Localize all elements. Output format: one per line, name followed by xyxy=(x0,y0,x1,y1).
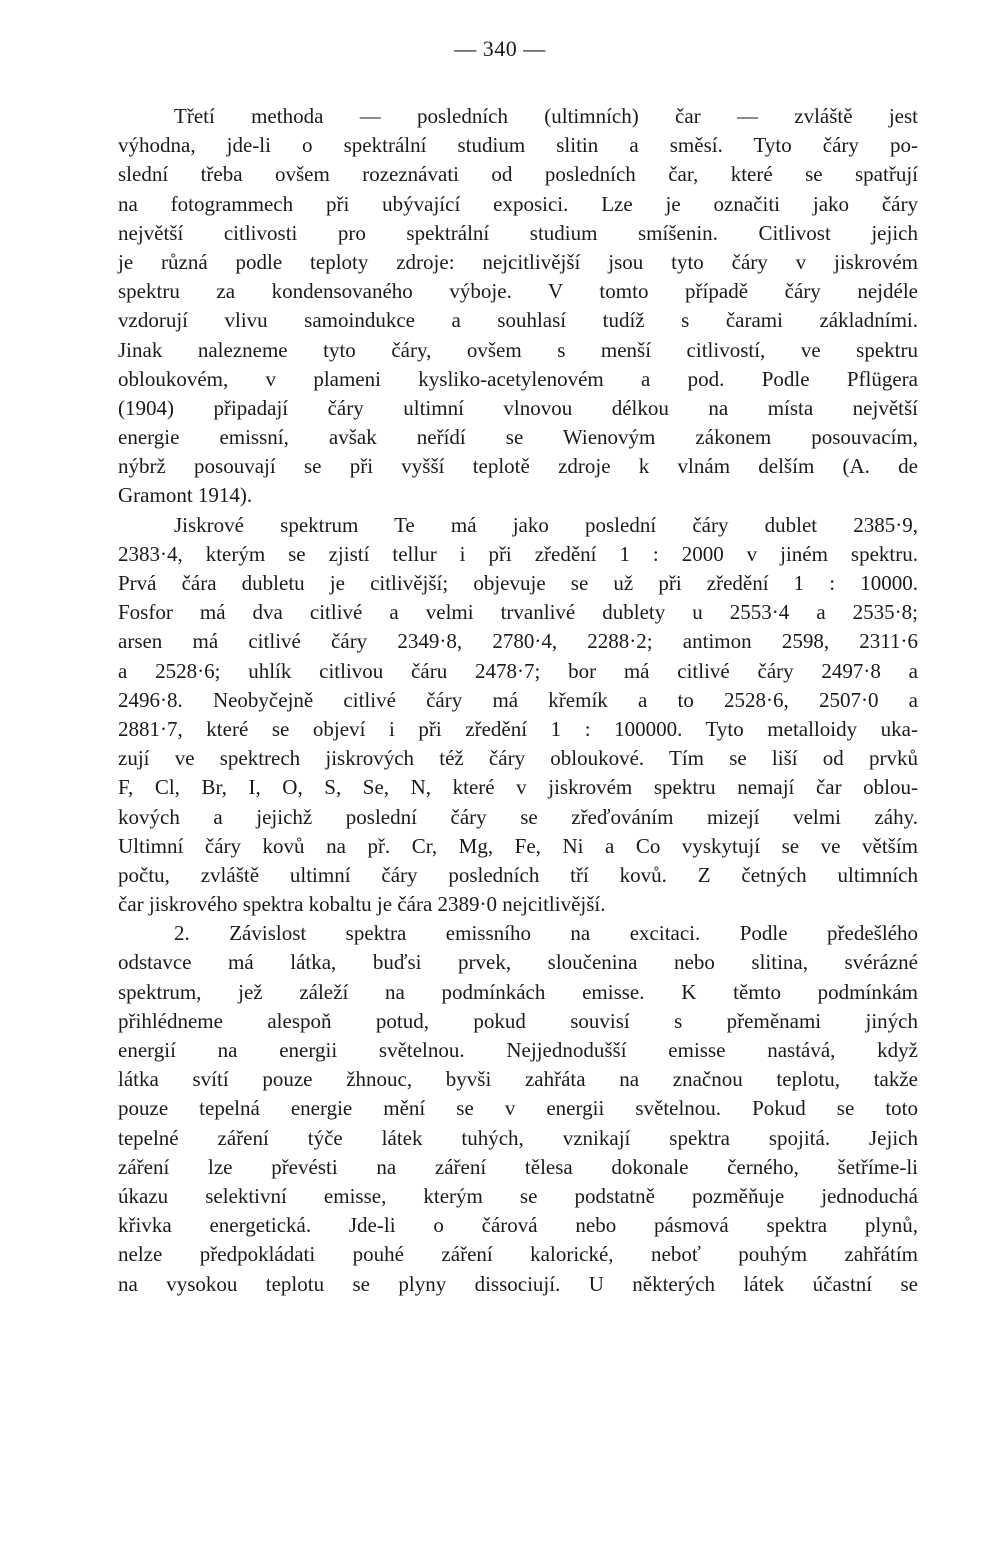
text-line: energie emissní, avšak neřídí se Wienovým zákonem posouvacím, xyxy=(118,425,918,450)
text-line: vzdorují vlivu samoindukce a souhlasí tudíž s čarami základními. xyxy=(118,308,918,333)
text-line: látka svítí pouze žhnouc, byvši zahřáta na značnou teplotu, takže xyxy=(118,1067,918,1092)
text-line: je různá podle teploty zdroje: nejcitlivější jsou tyto čáry v jiskrovém xyxy=(118,249,918,274)
text-line: Jiskrové spektrum Te má jako poslední čáry dublet 2385·9, xyxy=(174,512,918,537)
text-line: Třetí methoda — posledních (ultimních) čar — zvláště jest xyxy=(174,104,918,128)
text-line: počtu, zvláště ultimní čáry posledních tří kovů. Z četných ultimních xyxy=(118,862,918,887)
text-line: nýbrž posouvají se při vyšší teplotě zdroje k vlnám delším (A. de xyxy=(118,454,918,479)
text-line: a 2528·6; uhlík citlivou čáru 2478·7; bor má citlivé čáry 2497·8 a xyxy=(118,658,918,683)
text-line: 2383·4, kterým se zjistí tellur i při zředění 1 : 2000 v jiném spektru. xyxy=(118,541,918,566)
text-line: obloukovém, v plameni kysliko-acetylenovém a pod. Podle Pflügera xyxy=(118,366,918,391)
text-line: energií na energii světelnou. Nejjednodušší emisse nastává, když xyxy=(118,1038,918,1062)
text-line: Jinak nalezneme tyto čáry, ovšem s menší citlivostí, ve spektru xyxy=(118,337,918,362)
text-line: pouze tepelná energie mění se v energii světelnou. Pokud se toto xyxy=(118,1096,918,1121)
text-line: Fosfor má dva citlivé a velmi trvanlivé dublety u 2553·4 a 2535·8; xyxy=(118,600,918,625)
text-line: arsen má citlivé čáry 2349·8, 2780·4, 2288·2; antimon 2598, 2311·6 xyxy=(118,629,918,654)
text-line: křivka energetická. Jde-li o čárová nebo pásmová spektra plynů, xyxy=(118,1213,918,1238)
text-line: F, Cl, Br, I, O, S, Se, N, které v jiskrovém spektru nemají čar oblou- xyxy=(118,775,918,800)
text-line: spektru za kondensovaného výboje. V tomto případě čáry nejdéle xyxy=(118,279,918,304)
text-line: přihlédneme alespoň potud, pokud souvisí s přeměnami jiných xyxy=(118,1008,918,1033)
text-line: čar jiskrového spektra kobaltu je čára 2389·0 nejcitlivější. xyxy=(118,892,606,917)
text-line: slední třeba ovšem rozeznávati od posledních čar, které se spatřují xyxy=(118,162,918,187)
text-line: zují ve spektrech jiskrových též čáry obloukové. Tím se liší od prvků xyxy=(118,746,918,771)
text-line: Ultimní čáry kovů na př. Cr, Mg, Fe, Ni a Co vyskytují se ve větším xyxy=(118,833,918,858)
text-line: výhodna, jde-li o spektrální studium slitin a směsí. Tyto čáry po- xyxy=(118,133,918,158)
page-number: — 340 — xyxy=(454,36,546,61)
text-line: kových a jejichž poslední čáry se zřeďováním mizejí velmi záhy. xyxy=(118,804,918,829)
text-line: spektrum, jež záleží na podmínkách emisse. K těmto podmínkám xyxy=(118,979,918,1004)
text-line: největší citlivosti pro spektrální studium smíšenin. Citlivost jejich xyxy=(118,220,918,245)
text-line: úkazu selektivní emisse, kterým se podstatně pozměňuje jednoduchá xyxy=(118,1183,918,1208)
text-line: 2881·7, které se objeví i při zředění 1 : 100000. Tyto metalloidy uka- xyxy=(118,716,918,741)
text-line: Prvá čára dubletu je citlivější; objevuje se už při zředění 1 : 10000. xyxy=(118,571,918,595)
text-line: Gramont 1914). xyxy=(118,483,253,508)
text-line: na fotogrammech při ubývající exposici. Lze je označiti jako čáry xyxy=(118,191,918,216)
text-line: tepelné záření týče látek tuhých, vznikají spektra spojitá. Jejich xyxy=(118,1125,918,1150)
text-line: záření lze převésti na záření tělesa dokonale černého, šetříme-li xyxy=(118,1154,918,1179)
text-line: 2496·8. Neobyčejně citlivé čáry má křemík a to 2528·6, 2507·0 a xyxy=(118,687,918,712)
text-line: na vysokou teplotu se plyny dissociují. U některých látek účastní se xyxy=(118,1271,918,1296)
text-line: odstavce má látka, buďsi prvek, sloučenina nebo slitina, svérázné xyxy=(118,950,918,975)
text-line: nelze předpokládati pouhé záření kalorické, neboť pouhým zahřátím xyxy=(118,1242,918,1267)
body-text xyxy=(118,102,918,1299)
text-line: 2. Závislost spektra emissního na excitaci. Podle předešlého xyxy=(174,921,918,946)
text-line: (1904) připadají čáry ultimní vlnovou délkou na místa největší xyxy=(118,395,918,420)
